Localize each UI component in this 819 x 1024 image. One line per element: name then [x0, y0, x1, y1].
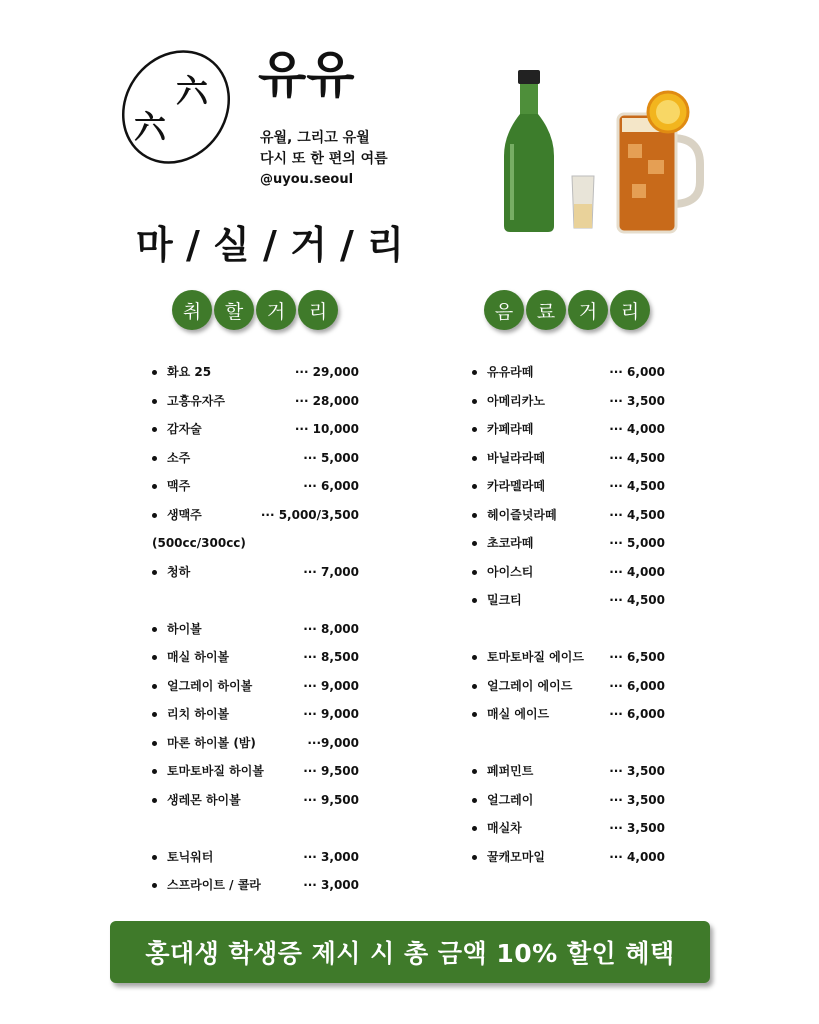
menu-item-price: ··· 4,000 — [609, 849, 665, 864]
menu-item-name: 마론 하이볼 (밤) — [167, 735, 256, 750]
menu-item — [472, 700, 665, 729]
bullet-icon — [152, 741, 157, 746]
menu-item — [472, 586, 665, 615]
menu-item-name: 소주 — [167, 450, 191, 465]
menu-item — [152, 871, 359, 900]
menu-item-price: ··· 3,000 — [303, 849, 359, 864]
menu-item-name: 매실 에이드 — [487, 707, 550, 721]
menu-item — [472, 558, 665, 587]
bullet-icon — [472, 655, 477, 660]
beverage-title-char: 거 — [568, 290, 608, 330]
alcohol-category-title — [172, 290, 338, 330]
bullet-icon — [472, 855, 477, 860]
bullet-icon — [472, 598, 477, 603]
menu-item-price: ··· 9,500 — [303, 792, 359, 807]
menu-item-name: 리치 하이볼 — [167, 707, 230, 721]
menu-item — [152, 615, 359, 644]
menu-item-price: ··· 8,000 — [303, 621, 359, 636]
tagline-line1: 유월, 그리고 유월 — [260, 130, 370, 146]
menu-item-name: 생레몬 하이볼 — [167, 792, 241, 807]
menu-item-price: ··· 29,000 — [294, 365, 359, 379]
menu-item — [152, 729, 359, 758]
menu-item-price: ··· 6,000 — [303, 479, 359, 493]
bullet-icon — [152, 513, 157, 518]
bullet-icon — [472, 570, 477, 575]
iced-tea-mug-icon — [618, 92, 700, 232]
alcohol-title-char: 거 — [256, 290, 296, 330]
menu-item — [152, 358, 359, 387]
alcohol-title-char: 리 — [298, 290, 338, 330]
menu-item-name: 매실차 — [487, 821, 522, 835]
menu-item — [472, 472, 665, 501]
alcohol-menu-list — [152, 358, 359, 900]
bullet-icon — [472, 427, 477, 432]
menu-item — [472, 786, 665, 815]
bullet-icon — [152, 456, 157, 461]
page-title: 마 / 실 / 거 / 리 — [136, 223, 404, 267]
menu-item — [472, 757, 665, 786]
bullet-icon — [152, 427, 157, 432]
menu-item-name: 청하 — [167, 564, 191, 579]
menu-item — [472, 358, 665, 387]
menu-item-price: ··· 5,000 — [303, 450, 359, 465]
bullet-icon — [152, 627, 157, 632]
logo-emblem — [118, 46, 234, 168]
menu-item-price: ···9,000 — [307, 735, 359, 750]
menu-item — [472, 529, 665, 558]
menu-item-name: 밀크티 — [487, 593, 522, 607]
menu-item-name: 토마토바질 에이드 — [487, 650, 584, 664]
bullet-icon — [472, 399, 477, 404]
menu-item-name: 매실 하이볼 — [167, 650, 230, 664]
menu-item-price: ··· 3,500 — [609, 764, 665, 778]
menu-item-name: 카페라떼 — [487, 422, 534, 436]
bullet-icon — [152, 883, 157, 888]
menu-item-name: 카라멜라떼 — [487, 479, 545, 493]
bullet-icon — [152, 769, 157, 774]
bullet-icon — [472, 513, 477, 518]
menu-item — [152, 843, 359, 872]
menu-item-price: ··· 5,000 — [609, 536, 665, 550]
menu-item — [472, 643, 665, 672]
student-discount-banner: 홍대생 학생증 제시 시 총 금액 10% 할인 혜택 — [110, 921, 710, 983]
drinks-illustration — [496, 64, 716, 240]
menu-item-name: 얼그레이 — [487, 792, 534, 807]
menu-item — [152, 786, 359, 815]
menu-item-price: ··· 10,000 — [294, 422, 359, 436]
menu-item-name: 생맥주 — [167, 507, 202, 522]
menu-item-name: 하이볼 — [167, 621, 202, 636]
menu-item-name: 토닉워터 — [167, 849, 214, 864]
menu-item-name: 맥주 — [167, 479, 191, 493]
menu-item — [152, 757, 359, 786]
menu-item-price: ··· 9,000 — [303, 707, 359, 721]
menu-item — [152, 387, 359, 416]
menu-item-price: ··· 3,000 — [303, 878, 359, 892]
menu-item-price: ··· 6,000 — [609, 707, 665, 721]
menu-item-price: ··· 28,000 — [294, 393, 359, 408]
beverage-category-title — [484, 290, 650, 330]
menu-item — [152, 643, 359, 672]
bullet-icon — [152, 484, 157, 489]
bullet-icon — [152, 370, 157, 375]
logo-char-bottom: 六 — [134, 108, 167, 146]
bullet-icon — [472, 769, 477, 774]
menu-item-price: ··· 8,500 — [303, 650, 359, 664]
menu-item-price: ··· 7,000 — [303, 564, 359, 579]
menu-item-price: ··· 4,500 — [609, 507, 665, 522]
menu-item-name: 유유라떼 — [487, 365, 534, 379]
menu-item-note-text: (500cc/300cc) — [152, 536, 246, 550]
menu-spacer — [472, 615, 665, 644]
menu-item-price: ··· 6,500 — [609, 650, 665, 664]
bullet-icon — [152, 399, 157, 404]
menu-item-price: ··· 6,000 — [609, 678, 665, 693]
instagram-handle: @uyou.seoul — [260, 172, 354, 187]
menu-item — [152, 700, 359, 729]
menu-item — [152, 558, 359, 587]
menu-item-name: 아메리카노 — [487, 393, 545, 408]
beverage-title-char: 료 — [526, 290, 566, 330]
brand-name: 유유 — [258, 46, 355, 104]
menu-item-name: 스프라이트 / 콜라 — [167, 878, 261, 892]
bullet-icon — [152, 655, 157, 660]
menu-item-name: 꿀캐모마일 — [487, 849, 545, 864]
menu-item-price: ··· 9,500 — [303, 764, 359, 778]
menu-item-name: 얼그레이 하이볼 — [167, 678, 253, 693]
menu-item — [472, 843, 665, 872]
menu-item-name: 아이스티 — [487, 564, 534, 579]
menu-item — [472, 387, 665, 416]
menu-item-price: ··· 3,500 — [609, 792, 665, 807]
menu-spacer — [152, 586, 359, 615]
menu-item-price: ··· 4,500 — [609, 593, 665, 607]
soju-bottle-icon — [504, 70, 554, 232]
menu-item-name: 감자술 — [167, 422, 202, 436]
menu-item-price: ··· 9,000 — [303, 678, 359, 693]
beverage-title-char: 리 — [610, 290, 650, 330]
menu-item — [152, 415, 359, 444]
bullet-icon — [472, 712, 477, 717]
menu-item-name: 초코라떼 — [487, 536, 534, 550]
brand-tagline — [260, 128, 388, 170]
logo-char-top: 六 — [176, 72, 209, 110]
menu-item-name: 페퍼민트 — [487, 764, 534, 778]
bullet-icon — [152, 570, 157, 575]
menu-item — [152, 672, 359, 701]
menu-item — [472, 672, 665, 701]
menu-item — [472, 444, 665, 473]
bullet-icon — [152, 798, 157, 803]
bullet-icon — [472, 456, 477, 461]
menu-item — [152, 444, 359, 473]
bullet-icon — [152, 712, 157, 717]
menu-item — [152, 472, 359, 501]
alcohol-title-char: 할 — [214, 290, 254, 330]
menu-item — [472, 415, 665, 444]
menu-item-note — [152, 529, 359, 558]
alcohol-title-char: 취 — [172, 290, 212, 330]
menu-item — [472, 814, 665, 843]
menu-spacer — [152, 814, 359, 843]
bullet-icon — [472, 370, 477, 375]
menu-item-name: 화요 25 — [167, 365, 212, 379]
menu-item-price: ··· 4,500 — [609, 450, 665, 465]
menu-item-name: 토마토바질 하이볼 — [167, 764, 264, 778]
menu-item — [152, 501, 359, 530]
menu-spacer — [472, 729, 665, 758]
menu-item-price: ··· 4,500 — [609, 479, 665, 493]
shot-glass-icon — [572, 176, 594, 228]
bullet-icon — [152, 684, 157, 689]
menu-item-name: 얼그레이 에이드 — [487, 678, 573, 693]
menu-item-price: ··· 4,000 — [609, 564, 665, 579]
menu-item-price: ··· 3,500 — [609, 393, 665, 408]
beverage-menu-list — [472, 358, 665, 871]
menu-item-name: 고흥유자주 — [167, 393, 225, 408]
bullet-icon — [472, 798, 477, 803]
bullet-icon — [152, 855, 157, 860]
menu-item-name: 헤이즐넛라떼 — [487, 507, 557, 522]
menu-item-price: ··· 3,500 — [609, 821, 665, 835]
bullet-icon — [472, 684, 477, 689]
tagline-line2: 다시 또 한 편의 여름 — [260, 151, 388, 167]
bullet-icon — [472, 541, 477, 546]
bullet-icon — [472, 826, 477, 831]
menu-item-price: ··· 4,000 — [609, 422, 665, 436]
menu-item-price: ··· 5,000/3,500 — [260, 507, 359, 522]
menu-item-price: ··· 6,000 — [609, 365, 665, 379]
beverage-title-char: 음 — [484, 290, 524, 330]
bullet-icon — [472, 484, 477, 489]
menu-item — [472, 501, 665, 530]
menu-item-name: 바닐라라떼 — [487, 450, 545, 465]
